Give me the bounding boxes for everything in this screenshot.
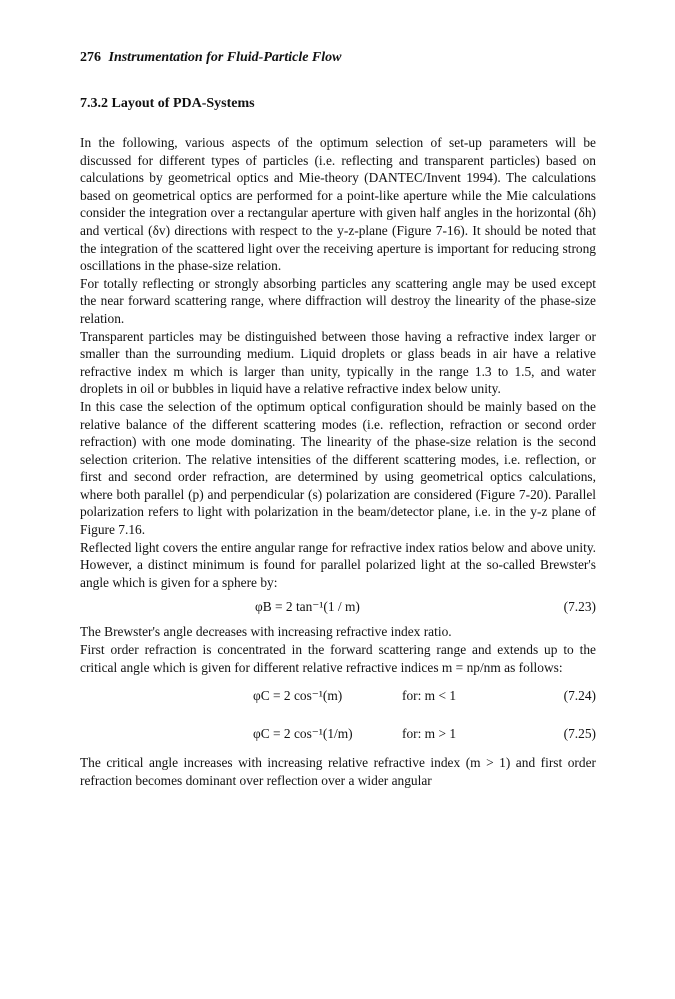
equation-expression: φB = 2 tan⁻¹(1 / m): [255, 599, 360, 615]
paragraph: [80, 134, 596, 275]
ratio-symbol: np/nm: [466, 659, 501, 675]
equation-7-23: [80, 595, 596, 619]
paragraph: [80, 641, 596, 676]
equation-expression: φC = 2 cos⁻¹(m): [253, 688, 343, 704]
equation-condition: for: m < 1: [402, 688, 457, 704]
equation-number: (7.24): [563, 688, 596, 704]
equation-number: (7.23): [563, 599, 596, 615]
running-header: [80, 50, 342, 66]
paragraph-text: and vertical: [80, 222, 144, 238]
paragraph: In this case the selection of the optimum optical configuration should be mainly based on the relative balance of the different scattering modes (i.e. reflection, refraction or second order refraction) with one mode dominating. The linearity of the phase-size relation is the second selection criterion. The relative intensities of the different scattering modes, i.e. reflection, or first and second order refraction, are determined by using geometrical optics calculations, where both parallel (p) and perpendicular (s) polarization are considered (Figure 7-20). Parallel polarization refers to light with polarization in the beam/detector plane, i.e. in the y-z plane of Figure 7.16.: [80, 398, 596, 538]
paragraph: Transparent particles may be distinguished between those having a refractive index larger or smaller than the surrounding medium. Liquid droplets or glass beads in air have a relative refractive index m which is larger than unity, typically in the range 1.3 to 1.5, and water droplets in oil or bubbles in liquid have a relative refractive index below unity.: [80, 328, 596, 397]
equation-condition: for: m > 1: [402, 726, 457, 742]
paragraph: Reflected light covers the entire angular range for refractive index ratios below and above unity. However, a distinct minimum is found for parallel polarized light at the so-called Brewster's angle which is given for a sphere by:: [80, 539, 596, 590]
paragraph-text: directions with respect to the y-z-plane (Figure 7-16). It should be noted that the integration of the scattered light over the receiving aperture is important for reducing strong oscillations in the phase-size relation.: [80, 222, 596, 274]
paragraph: For totally reflecting or strongly absorbing particles any scattering angle may be used except the near forward scattering range, where diffraction will destroy the linearity of the phase-size relation.: [80, 275, 596, 326]
equation-number: (7.25): [563, 726, 596, 742]
paragraph-text: In the following, various aspects of the optimum selection of set-up parameters will be discussed for different types of particles (i.e. reflecting and transparent particles) based on calculations by geometrical optics and Mie-theory (DANTEC/Invent 1994). The calculations based on geometrical optics are performed for a point-like aperture while the Mie calculations consider the integration over a rectangular aperture with given half angles in the horizontal: [80, 135, 596, 221]
paragraph-text: as follows:: [504, 659, 563, 675]
section-heading: 7.3.2 Layout of PDA-Systems: [80, 96, 255, 111]
body-text: [80, 134, 596, 789]
paragraph-text: First order refraction is concentrated in the forward scattering range and extends up to the critical angle which is given for different relative refractive indices m =: [80, 642, 596, 675]
equation-7-25: [80, 722, 596, 746]
equation-expression: φC = 2 cos⁻¹(1/m): [253, 726, 353, 742]
paragraph: The critical angle increases with increasing relative refractive index (m > 1) and first order refraction becomes dominant over reflection over a wider angular: [80, 755, 596, 788]
delta-h-symbol: (δh): [574, 205, 596, 221]
paragraph: The Brewster's angle decreases with increasing refractive index ratio.: [80, 624, 452, 640]
equation-7-24: [80, 684, 596, 708]
book-title: Instrumentation for Fluid-Particle Flow: [108, 50, 342, 65]
delta-v-symbol: (δv): [148, 222, 171, 238]
page-number: 276: [80, 50, 101, 65]
